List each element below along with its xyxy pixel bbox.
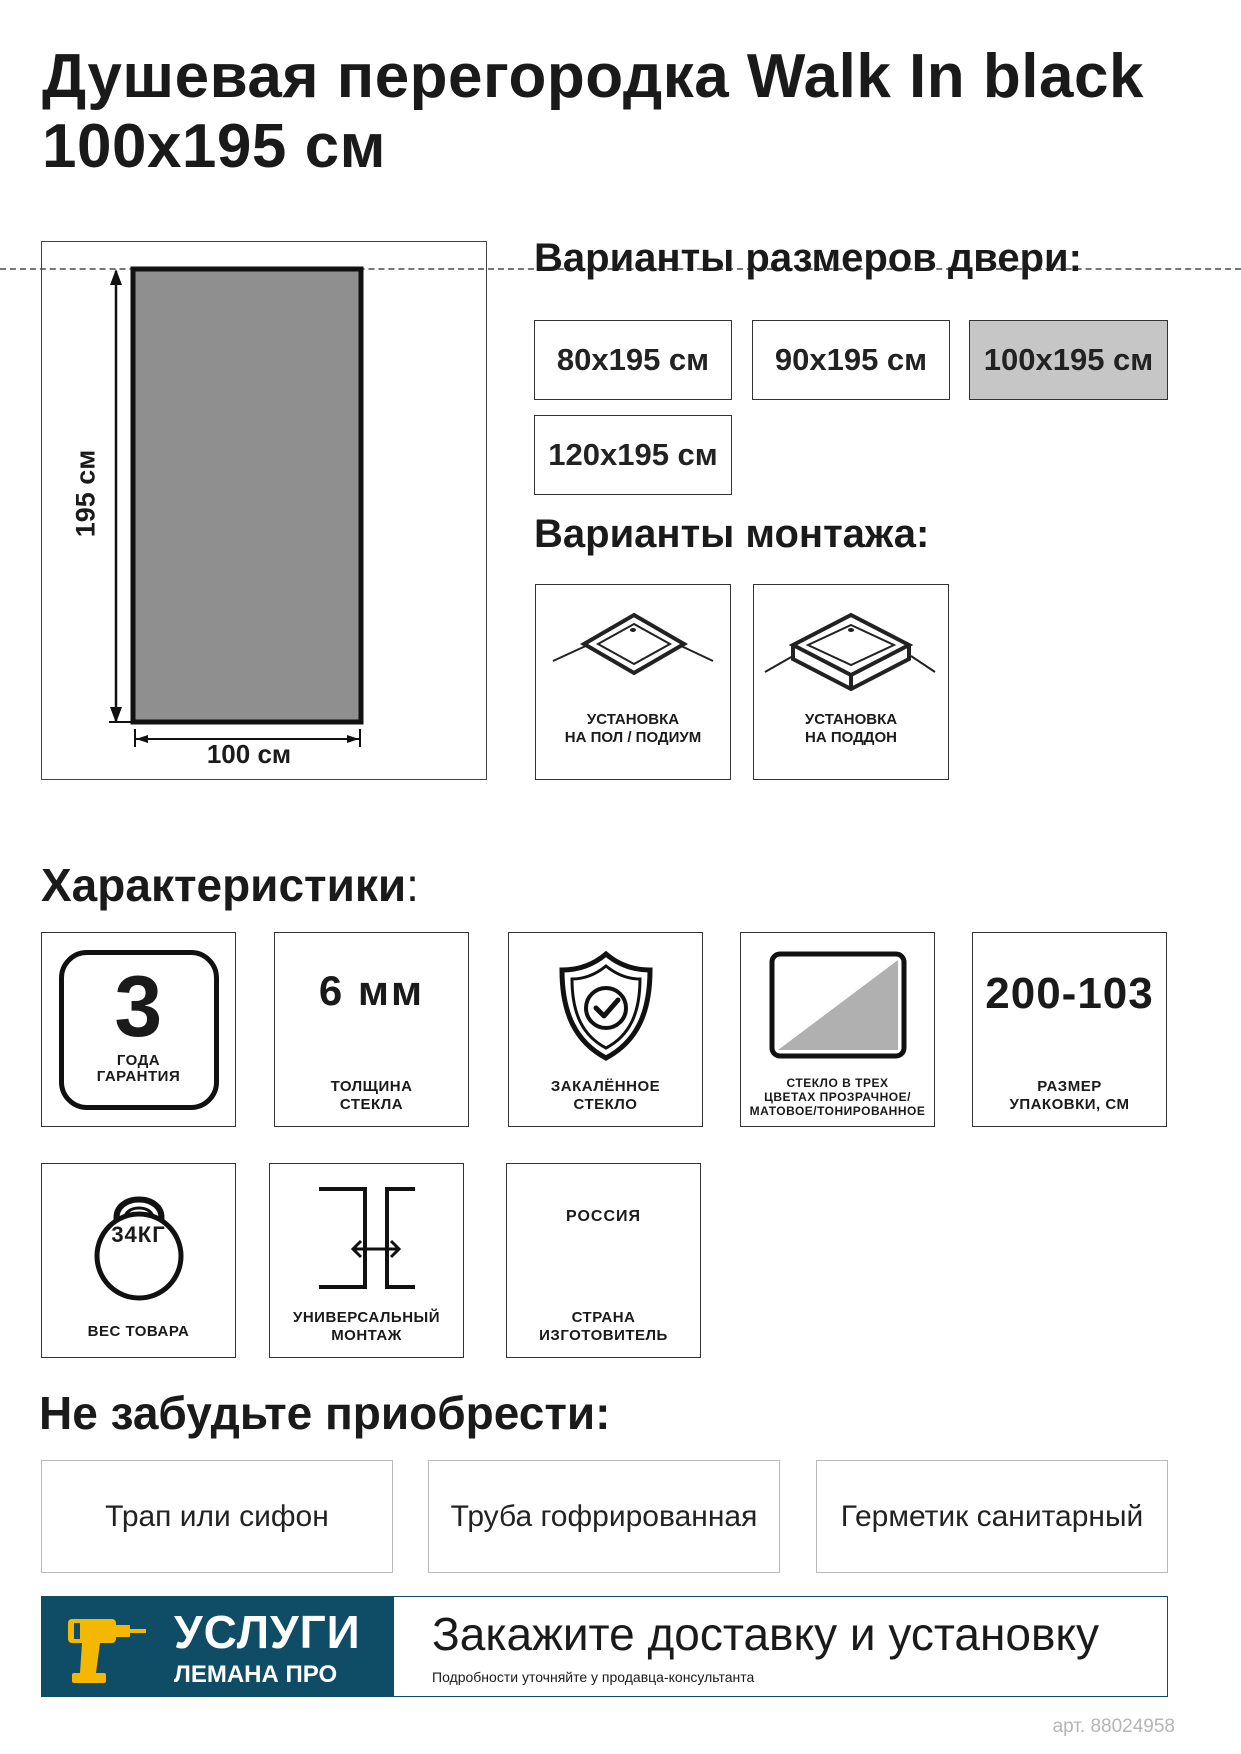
glass-panel bbox=[133, 269, 361, 722]
dont-forget-heading: Не забудьте приобрести: bbox=[39, 1387, 611, 1439]
tile-country bbox=[506, 1163, 701, 1358]
services-brand-line2: ЛЕМАНА ПРО bbox=[174, 1661, 338, 1688]
package-size-value: 200-103 bbox=[985, 968, 1154, 1018]
tile-glass-colors bbox=[740, 932, 935, 1127]
glass-thickness-value: 6 мм bbox=[318, 966, 425, 1014]
height-label: 195 см bbox=[70, 449, 101, 538]
tempered-label: ЗАКАЛЁННОЕ СТЕКЛО bbox=[550, 1078, 661, 1113]
characteristics-colon: : bbox=[406, 859, 419, 911]
buy-item-drain[interactable]: Трап или сифон bbox=[41, 1460, 393, 1573]
weight-label: ВЕС ТОВАРА bbox=[87, 1323, 190, 1340]
shield-check-icon bbox=[556, 950, 656, 1062]
tile-package-size bbox=[972, 932, 1167, 1127]
warranty-value: 3 bbox=[114, 958, 163, 1055]
country-label: СТРАНА ИЗГОТОВИТЕЛЬ bbox=[539, 1309, 668, 1344]
characteristics-heading bbox=[41, 858, 419, 912]
services-note: Подробности уточняйте у продавца-консультанта bbox=[432, 1669, 755, 1685]
glass-colors-label: СТЕКЛО В ТРЕХ ЦВЕТАХ ПРОЗРАЧНОЕ/ МАТОВОЕ/ТОНИРОВАННОЕ bbox=[749, 1076, 926, 1118]
glass-thickness-label: ТОЛЩИНА СТЕКЛА bbox=[330, 1078, 413, 1113]
universal-mounting-label: УНИВЕРСАЛЬНЫЙ МОНТАЖ bbox=[293, 1309, 440, 1344]
size-option-90[interactable]: 90x195 см bbox=[752, 320, 950, 400]
title-line-2: 100x195 см bbox=[42, 112, 386, 181]
mounting-heading: Варианты монтажа: bbox=[534, 512, 930, 556]
size-option-80[interactable]: 80x195 см bbox=[534, 320, 732, 400]
country-value: РОССИЯ bbox=[565, 1207, 641, 1225]
warranty-label: ГОДА ГАРАНТИЯ bbox=[96, 1051, 181, 1085]
glass-panel-icon bbox=[768, 950, 908, 1060]
tile-weight bbox=[41, 1163, 236, 1358]
services-brand-block bbox=[42, 1597, 394, 1696]
characteristics-title: Характеристики bbox=[41, 859, 407, 911]
drill-icon bbox=[62, 1609, 152, 1689]
services-cta-block bbox=[394, 1597, 1167, 1696]
services-brand-line1: УСЛУГИ bbox=[174, 1606, 361, 1658]
package-size-label: РАЗМЕР УПАКОВКИ, СМ bbox=[1009, 1078, 1130, 1113]
product-diagram bbox=[41, 241, 487, 780]
services-cta: Закажите доставку и установку bbox=[432, 1608, 1100, 1660]
mount-option-tray bbox=[753, 584, 949, 780]
buy-item-corrugated-pipe[interactable]: Труба гофрированная bbox=[428, 1460, 780, 1573]
warranty-badge bbox=[59, 950, 219, 1110]
mount-option-floor bbox=[535, 584, 731, 780]
mount-tray-label: УСТАНОВКА НА ПОДДОН bbox=[804, 711, 898, 746]
size-option-120[interactable]: 120x195 см bbox=[534, 415, 732, 495]
floor-tray-icon bbox=[535, 589, 731, 709]
tile-glass-thickness bbox=[274, 932, 469, 1127]
article-number: арт. 88024958 bbox=[1052, 1716, 1175, 1737]
weight-value: 34КГ bbox=[111, 1222, 166, 1247]
tile-universal-mounting bbox=[269, 1163, 464, 1358]
buy-item-sealant[interactable]: Герметик санитарный bbox=[816, 1460, 1168, 1573]
reversible-mount-icon bbox=[297, 1177, 437, 1297]
tile-warranty bbox=[41, 932, 236, 1127]
page-title bbox=[42, 42, 1202, 182]
partition-drawing bbox=[41, 241, 487, 780]
services-banner[interactable] bbox=[41, 1596, 1168, 1697]
mount-floor-label: УСТАНОВКА НА ПОЛ / ПОДИУМ bbox=[564, 711, 702, 746]
shower-tray-icon bbox=[753, 589, 949, 709]
title-line-1: Душевая перегородка Walk In black bbox=[42, 42, 1144, 111]
size-option-100-selected[interactable]: 100x195 см bbox=[969, 320, 1168, 400]
tile-tempered-glass bbox=[508, 932, 703, 1127]
door-sizes-heading: Варианты размеров двери: bbox=[534, 236, 1082, 280]
width-label: 100 см bbox=[206, 739, 292, 769]
